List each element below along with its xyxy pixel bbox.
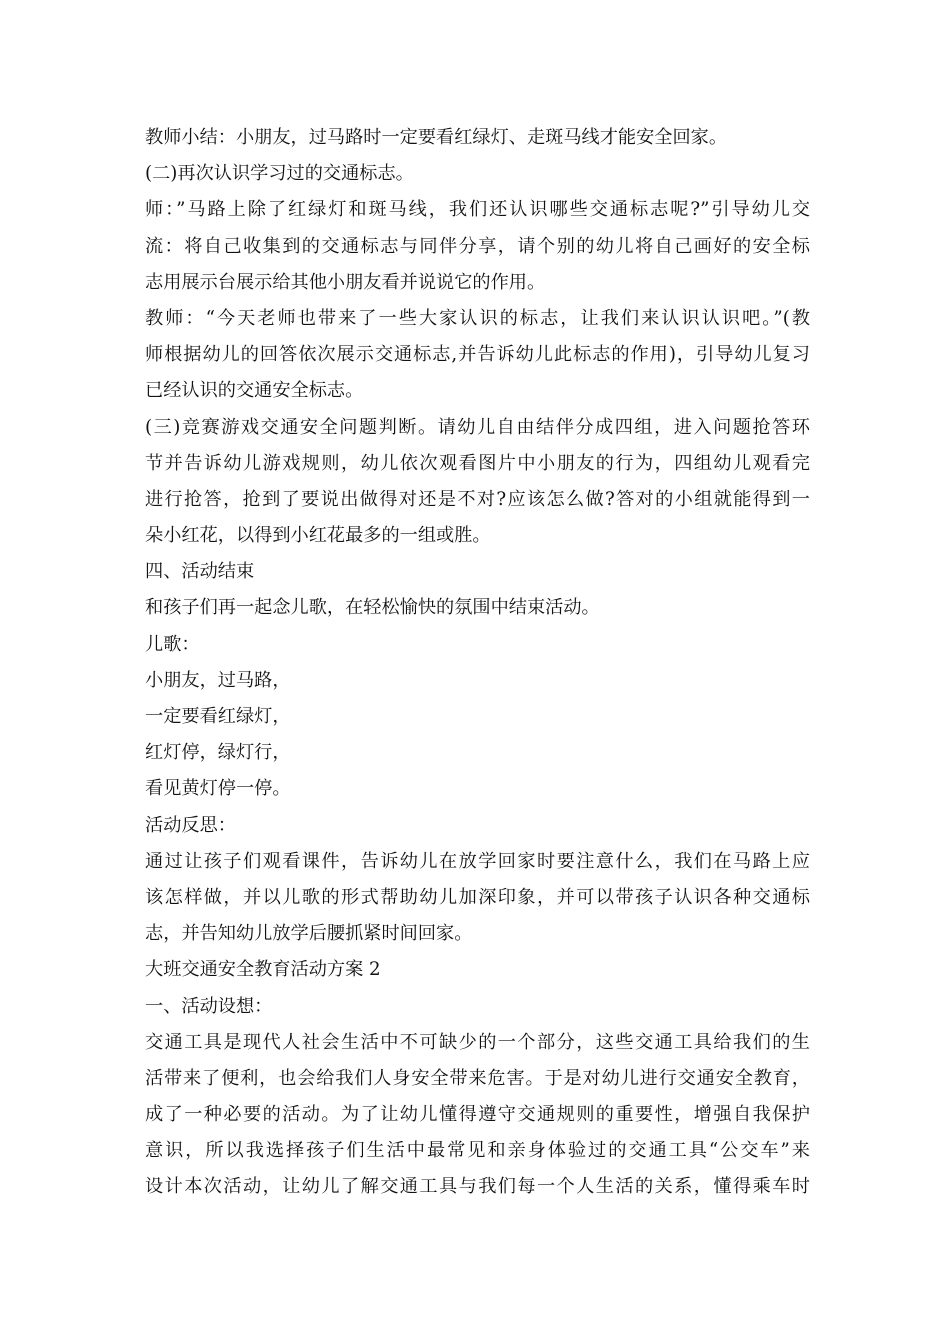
text-line: 设计本次活动，让幼儿了解交通工具与我们每一个人生活的关系，懂得乘车时 (145, 1176, 810, 1198)
text-line: 该怎样做，并以儿歌的形式帮助幼儿加深印象，并可以带孩子认识各种交通标 (145, 886, 810, 908)
text-line: (二)再次认识学习过的交通标志。 (145, 163, 414, 185)
text-line: 活动反思： (145, 814, 236, 836)
text-line: 通过让孩子们观看课件，告诉幼儿在放学回家时要注意什么，我们在马路上应 (145, 850, 810, 872)
document-body (145, 120, 810, 1206)
text-line: 一定要看红绿灯， (145, 706, 291, 727)
text-line: 小朋友，过马路， (145, 669, 291, 691)
text-line: 意识，所以我选择孩子们生活中最常见和亲身体验过的交通工具“公交车”来 (145, 1140, 810, 1162)
text-line: 师：”马路上除了红绿灯和斑马线，我们还认识哪些交通标志呢?”引导幼儿交 (145, 199, 810, 221)
text-line: 大班交通安全教育活动方案 2 (145, 959, 381, 981)
text-line: 教师：“今天老师也带来了一些大家认识的标志，让我们来认识认识吧。”(教 (145, 307, 810, 329)
text-line: (三)竞赛游戏交通安全问题判断。请幼儿自由结伴分成四组，进入问题抢答环 (145, 416, 810, 438)
text-line: 流：将自己收集到的交通标志与同伴分享，请个别的幼儿将自己画好的安全标 (145, 235, 810, 257)
text-line: 已经认识的交通安全标志。 (145, 380, 364, 402)
text-line: 进行抢答，抢到了要说出做得对还是不对?应该怎么做?答对的小组就能得到一 (145, 488, 810, 510)
text-line: 志，并告知幼儿放学后腰抓紧时间回家。 (145, 923, 473, 945)
text-line: 交通工具是现代人社会生活中不可缺少的一个部分，这些交通工具给我们的生 (145, 1031, 810, 1053)
text-line: 四、活动结束 (145, 561, 255, 583)
text-line: 儿歌： (145, 633, 200, 655)
text-line: 师根据幼儿的回答依次展示交通标志,并告诉幼儿此标志的作用)，引导幼儿复习 (145, 344, 810, 366)
text-line: 教师小结：小朋友，过马路时一定要看红绿灯、走斑马线才能安全回家。 (145, 127, 728, 148)
text-line: 活带来了便利，也会给我们人身安全带来危害。于是对幼儿进行交通安全教育， (145, 1067, 810, 1089)
text-line: 成了一种必要的活动。为了让幼儿懂得遵守交通规则的重要性，增强自我保护 (145, 1104, 810, 1126)
text-line: 一、活动设想： (145, 995, 273, 1017)
text-line: 志用展示台展示给其他小朋友看并说说它的作用。 (145, 271, 546, 293)
text-line: 节并告诉幼儿游戏规则，幼儿依次观看图片中小朋友的行为，四组幼儿观看完 (145, 452, 810, 474)
text-line: 和孩子们再一起念儿歌，在轻松愉快的氛围中结束活动。 (145, 597, 600, 619)
text-line: 红灯停，绿灯行， (145, 742, 291, 764)
text-line: 朵小红花，以得到小红花最多的一组或胜。 (145, 525, 491, 547)
text-line: 看见黄灯停一停。 (145, 778, 291, 800)
